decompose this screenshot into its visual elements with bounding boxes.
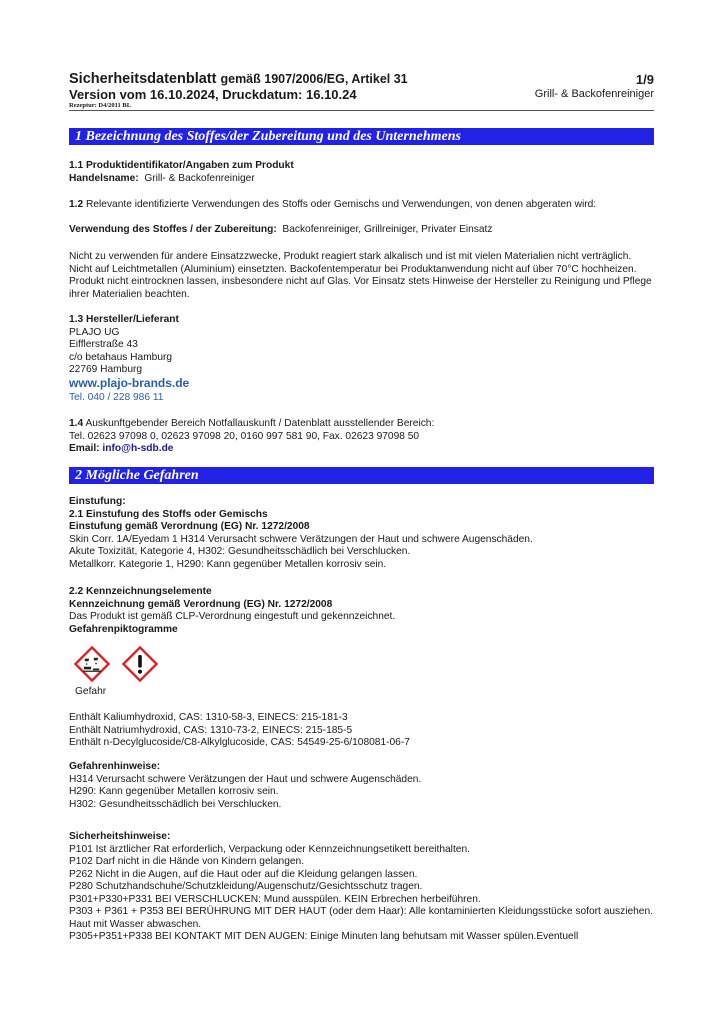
website-row: [69, 377, 654, 392]
h-statement: H290: Kann gegenüber Metallen korrosiv sein.: [69, 786, 279, 797]
contains-line: Enthält Kaliumhydroxid, CAS: 1310-58-3, EINECS: 215-181-3: [69, 712, 348, 723]
header-divider: [69, 110, 654, 111]
company-city: 22769 Hamburg: [69, 364, 143, 375]
p-title: Sicherheitshinweise:: [69, 831, 171, 842]
hazard-statements: [69, 761, 654, 811]
section-1-1: [69, 160, 654, 185]
contains-line: Enthält n-Decylglucoside/C8-Alkylglucoside, CAS: 54549-25-6/108081-06-7: [69, 737, 410, 748]
company-street: Eifflerstraße 43: [69, 339, 138, 350]
classification-line: Akute Toxizität, Kategorie 4, H302: Gesundheitsschädlich bei Verschlucken.: [69, 546, 411, 557]
usage-warning-paragraph: Nicht zu verwenden für andere Einsatzzwecke, Produkt reagiert stark alkalisch und ist mit vielen Materialien nicht verträglich. Nicht auf Leichtmetallen (Aluminium) einsetzten. Backofentemperatur bei Produktanwendung nicht auf über 70°C hochheizen. Produkt nicht eintrocknen lassen, insbesondere nicht auf Glas. Vor Einsatz stets Hinweise der Hersteller zu Reinigung und Pflege ihrer Materialien beachten.: [69, 251, 652, 300]
p-statement: P301+P330+P331 BEI VERSCHLUCKEN: Mund ausspülen. KEIN Erbrechen herbeiführen.: [69, 893, 481, 905]
email-label: Email:: [69, 443, 100, 454]
email-link[interactable]: info@h-sdb.de: [102, 443, 174, 454]
s21-regulation: Einstufung gemäß Verordnung (EG) Nr. 1272/2008: [69, 521, 310, 532]
s22-regulation: Kennzeichnung gemäß Verordnung (EG) Nr. 1272/2008: [69, 598, 333, 610]
einstufung-label: Einstufung:: [69, 496, 126, 507]
s11-title: 1.1 Produktidentifikator/Angaben zum Produkt: [69, 160, 294, 171]
title-main: Sicherheitsdatenblatt: [69, 71, 217, 87]
h-statement: H314 Verursacht schwere Verätzungen der Haut und schwere Augenschäden.: [69, 773, 422, 785]
precautionary-statements: [69, 831, 654, 944]
s13-title: 1.3 Hersteller/Lieferant: [69, 314, 179, 325]
s12-number: 1.2: [69, 199, 84, 210]
p-statement: P262 Nicht in die Augen, auf die Haut oder auf die Kleidung gelangen lassen.: [69, 868, 418, 880]
website-link[interactable]: www.plajo-brands.de: [69, 376, 190, 390]
handelsname-label: Handelsname:: [69, 172, 139, 184]
s14-text: Auskunftgebender Bereich Notfallauskunft / Datenblatt ausstellender Bereich:: [85, 418, 435, 429]
s22-text: Das Produkt ist gemäß CLP-Verordnung eingestuft und gekennzeichnet.: [69, 611, 396, 622]
ghs07-exclamation-icon: [122, 646, 158, 682]
company-co: c/o betahaus Hamburg: [69, 351, 173, 363]
p-statement: P303 + P361 + P353 BEI BERÜHRUNG MIT DER HAUT (oder dem Haar): Alle kontaminierten Kleidungsstücke sofort ausziehen. Haut mit Wasser abwaschen.: [69, 906, 653, 930]
s21-title: 2.1 Einstufung des Stoffs oder Gemischs: [69, 508, 268, 520]
company-phone: Tel. 040 / 228 986 11: [69, 392, 164, 403]
s12-text: Relevante identifizierte Verwendungen des Stoffs oder Gemischs und Verwendungen, von denen abgeraten wird:: [86, 199, 597, 210]
section-2-1: [69, 496, 654, 571]
signal-word: Gefahr: [75, 686, 107, 697]
phone-row: [69, 392, 654, 405]
verwendung-value: Backofenreiniger, Grillreiniger, Privater Einsatz: [282, 224, 493, 235]
header-product-name: Grill- & Backofenreiniger: [534, 88, 654, 100]
verwendung-label: Verwendung des Stoffes / der Zubereitung:: [69, 224, 277, 235]
document-title: [69, 71, 408, 87]
page-number: 1/9: [635, 72, 654, 87]
company-name: PLAJO UG: [69, 326, 120, 338]
rezeptur-line: Rezeptur: D4/2011 BL: [69, 102, 132, 109]
p-statement: P102 Darf nicht in die Hände von Kindern gelangen.: [69, 856, 305, 867]
h-title: Gefahrenhinweise:: [69, 761, 161, 772]
title-sub: gemäß 1907/2006/EG, Artikel 31: [220, 72, 408, 86]
section-2-heading: 2 Mögliche Gefahren: [69, 467, 654, 484]
s14-number: 1.4: [69, 418, 84, 429]
section-1-2: [69, 199, 654, 212]
section-1-4: [69, 418, 654, 456]
s22-title: 2.2 Kennzeichnungselemente: [69, 586, 212, 597]
verwendung-row: [69, 224, 654, 237]
classification-line: Skin Corr. 1A/Eyedam 1 H314 Verursacht schwere Verätzungen der Haut und schwere Augenschäden.: [69, 533, 533, 545]
contains-line: Enthält Natriumhydroxid, CAS: 1310-73-2, EINECS: 215-185-5: [69, 724, 353, 736]
section-1-3: [69, 314, 654, 377]
pictogram-title: Gefahrenpiktogramme: [69, 623, 178, 635]
p-statement: P101 Ist ärztlicher Rat erforderlich, Verpackung oder Kennzeichnungsetikett bereithalten.: [69, 843, 470, 855]
p-statement: P280 Schutzhandschuhe/Schutzkleidung/Augenschutz/Gesichtsschutz tragen.: [69, 881, 423, 892]
section-1-heading: 1 Bezeichnung des Stoffes/der Zubereitung und des Unternehmens: [69, 128, 654, 145]
emergency-phones: Tel. 02623 97098 0, 02623 97098 20, 0160 997 581 90, Fax. 02623 97098 50: [69, 430, 420, 442]
ghs05-corrosion-icon: [74, 646, 110, 682]
handelsname-value: Grill- & Backofenreiniger: [144, 172, 255, 184]
h-statement: H302: Gesundheitsschädlich bei Verschlucken.: [69, 798, 282, 810]
classification-line: Metallkorr. Kategorie 1, H290: Kann gegenüber Metallen korrosiv sein.: [69, 558, 387, 570]
contains-list: [69, 712, 654, 750]
version-line: Version vom 16.10.2024, Druckdatum: 16.10.24: [69, 87, 357, 102]
section-2-2: [69, 586, 654, 636]
p-statement: P305+P351+P338 BEI KONTAKT MIT DEN AUGEN: Einige Minuten lang behutsam mit Wasser spülen.Eventuell: [69, 931, 579, 942]
